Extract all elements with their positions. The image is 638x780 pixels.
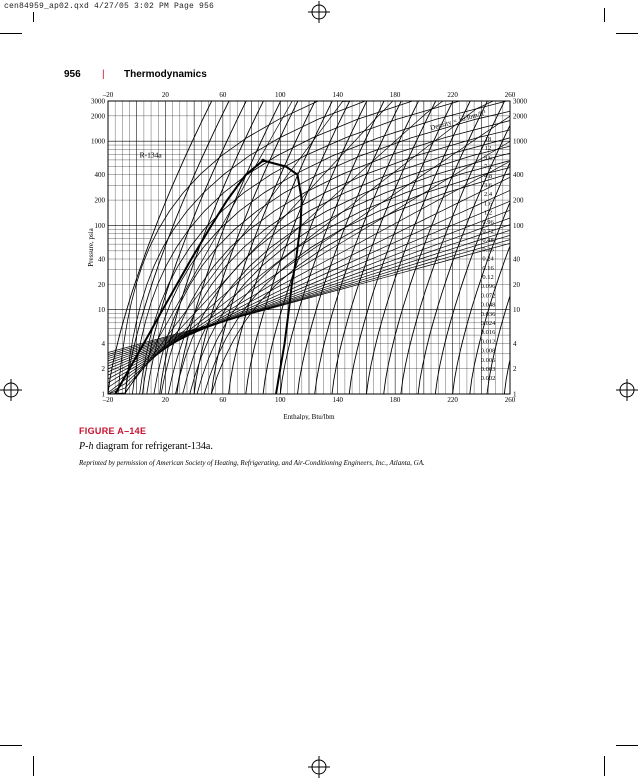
density-label: 0.003	[480, 366, 496, 373]
figure-label: FIGURE A–14E	[79, 426, 147, 436]
crop-mark-bottom-right-v	[604, 756, 605, 776]
file-slug: cen84959_ap02.qxd 4/27/05 3:02 PM Page 956	[4, 2, 215, 11]
x-tick-label-top: 220	[447, 91, 458, 99]
critical-point	[261, 159, 265, 163]
y-tick-label-left: 4	[101, 339, 105, 348]
density-label: 0.12	[482, 274, 494, 281]
y-tick-label-left: 20	[98, 280, 105, 289]
density-label: 7.2	[483, 163, 493, 171]
registration-mark-bottom	[308, 756, 330, 778]
density-label: 0.16	[482, 264, 494, 272]
y-axis-label: Pressure, psia	[87, 228, 95, 267]
density-label: 3.6	[483, 182, 493, 189]
x-tick-label-top: 180	[389, 91, 401, 99]
y-tick-label-right: 100	[513, 221, 524, 230]
y-tick-label-right: 200	[513, 196, 524, 205]
density-label: 0.016	[480, 329, 496, 337]
x-tick-label-bottom: 220	[447, 396, 458, 404]
density-label: 12	[484, 145, 492, 153]
y-tick-label-right: 2	[513, 365, 517, 374]
density-label: 0.072	[480, 292, 496, 300]
density-label: 9.6	[483, 154, 493, 162]
caption-text: diagram for refrigerant-134a.	[93, 441, 213, 452]
fluid-label: R-134a	[139, 150, 162, 160]
x-tick-label-bottom: –20	[102, 396, 114, 404]
x-tick-label-bottom: 100	[275, 396, 286, 404]
y-tick-label-right: 20	[513, 280, 520, 289]
x-tick-label-bottom: 180	[389, 396, 401, 404]
y-tick-label-left: 3000	[91, 97, 105, 106]
density-label: 0.48	[482, 237, 494, 245]
y-tick-label-left: 1000	[91, 137, 105, 146]
density-label: 0.096	[480, 283, 496, 291]
density-label: 0.012	[480, 338, 496, 346]
x-axis-label: Enthalpy, Btu/lbm	[283, 413, 335, 420]
density-label: 0.036	[480, 310, 496, 318]
y-tick-label-right: 4	[513, 339, 517, 348]
y-tick-label-left: 100	[94, 221, 105, 230]
density-label: 1.2	[483, 209, 493, 217]
header-separator: |	[102, 69, 105, 80]
density-label: 4.8	[483, 172, 493, 180]
y-tick-label-left: 400	[94, 171, 105, 180]
x-tick-label-top: –20	[102, 91, 114, 99]
x-tick-label-top: 260	[504, 91, 516, 99]
y-tick-label-left: 1	[101, 390, 105, 399]
figure-credit: Reprinted by permission of American Society of Heating, Refrigerating, and Air-Conditioning Engineers, Inc., Atlanta, GA.	[79, 459, 425, 467]
crop-mark-bottom-left-v	[33, 756, 34, 776]
x-tick-label-top: 20	[161, 91, 169, 99]
y-tick-label-left: 40	[98, 255, 105, 264]
x-tick-label-bottom: 140	[332, 396, 343, 404]
density-label: 0.024	[480, 320, 496, 327]
y-tick-label-right: 1000	[513, 137, 527, 146]
y-tick-label-right: 1	[513, 390, 517, 399]
isentrope-line	[539, 101, 638, 394]
density-label: 0.96	[482, 218, 494, 226]
x-tick-label-top: 60	[219, 91, 227, 99]
y-tick-label-right: 2000	[513, 112, 527, 121]
crop-mark-bottom-right-h	[616, 745, 638, 746]
density-label: 0.002	[480, 375, 496, 383]
y-tick-label-left: 2	[101, 365, 105, 374]
y-tick-label-right: 3000	[513, 97, 527, 106]
x-tick-label-bottom: 20	[161, 396, 169, 404]
y-tick-label-left: 2000	[91, 112, 105, 121]
isentrope-line	[522, 101, 626, 394]
section-title: Thermodynamics	[124, 69, 207, 80]
density-label: 1.6	[483, 200, 493, 208]
figure-caption	[79, 441, 213, 452]
y-tick-label-right: 40	[513, 255, 520, 264]
x-tick-label-bottom: 60	[219, 396, 227, 404]
x-tick-label-top: 100	[275, 91, 286, 99]
y-tick-label-left: 200	[94, 196, 105, 205]
density-label: 0.72	[482, 228, 494, 235]
y-tick-label-right: 400	[513, 171, 524, 180]
density-label: 2.4	[483, 191, 493, 199]
density-label: 0.048	[480, 301, 496, 309]
density-label: 0.008	[480, 347, 496, 355]
page-number: 956	[64, 69, 81, 80]
y-tick-label-right: 10	[513, 306, 520, 315]
density-label: 18	[484, 136, 492, 143]
y-tick-label-left: 10	[98, 306, 105, 315]
caption-symbol: P-h	[79, 441, 94, 452]
density-annotation: Density = 18 lbm/ft³	[429, 108, 487, 133]
density-label: 0.006	[480, 356, 496, 364]
density-label: 0.36	[482, 246, 494, 254]
density-label: 0.24	[482, 255, 494, 263]
x-tick-label-top: 140	[332, 91, 343, 99]
x-tick-label-bottom: 260	[504, 396, 516, 404]
crop-mark-bottom-left-h	[0, 745, 22, 746]
